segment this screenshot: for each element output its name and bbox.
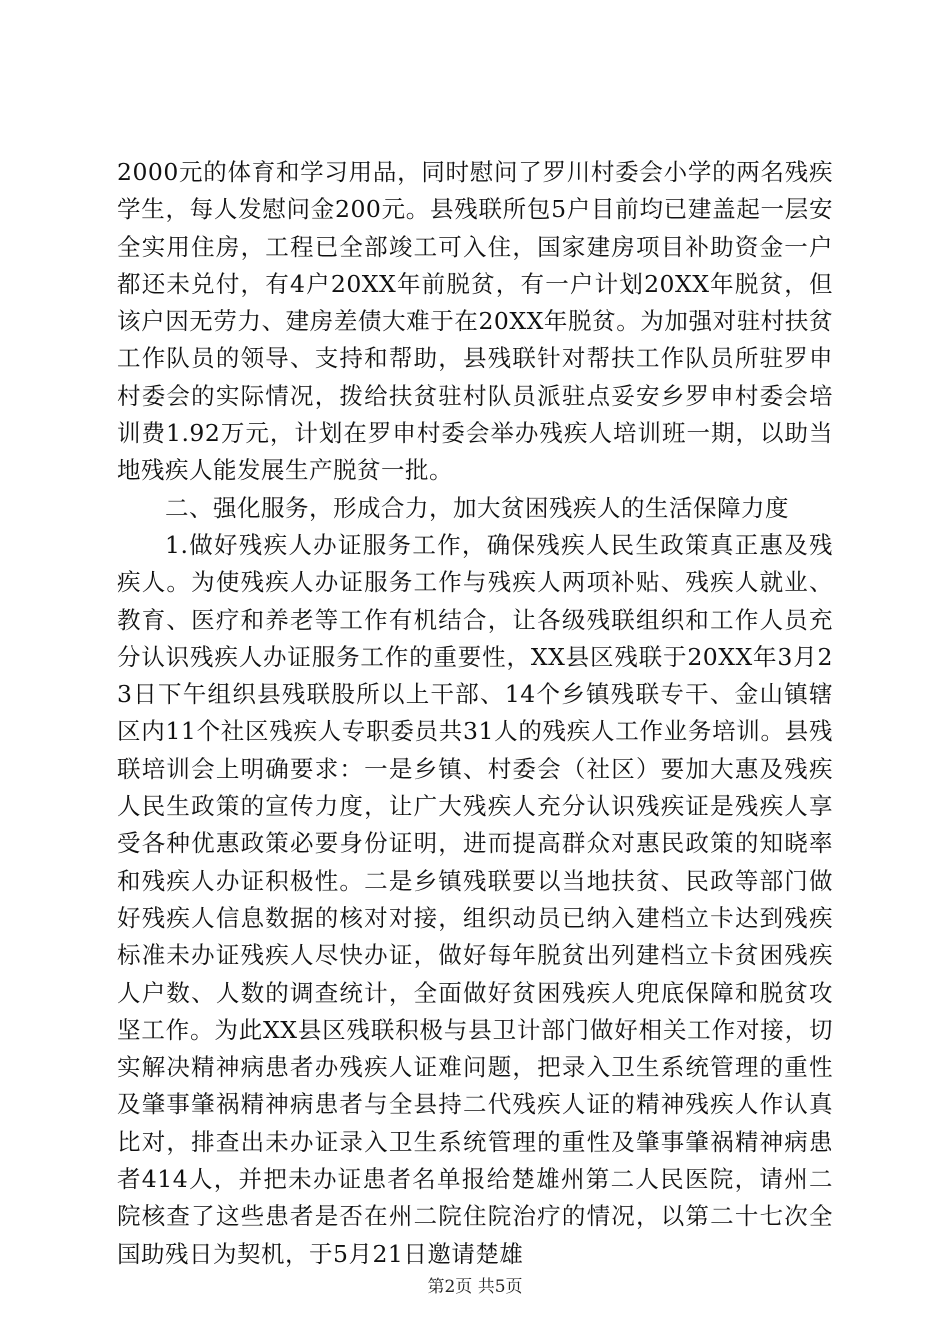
page-number-footer: 第2页 共5页 (427, 1277, 523, 1297)
paragraph-certificate-service: 1.做好残疾人办证服务工作，确保残疾人民生政策真正惠及残疾人。为使残疾人办证服务工作与残疾人两项补贴、残疾人就业、教育、医疗和养老等工作有机结合，让各级残联组织和工作人员充分认识残疾人办证服务工作的重要性，XX县区残联于20XX年3月23日下午组织县残联股所以上干部、14个乡镇残联专干、金山镇辖区内11个社区残疾人专职委员共31人的残疾人工作业务培训。县残联培训会上明确要求：一是乡镇、村委会（社区）要加大惠及残疾人民生政策的宣传力度，让广大残疾人充分认识残疾证是残疾人享受各种优惠政策必要身份证明，进而提高群众对惠民政策的知晓率和残疾人办证积极性。二是乡镇残联要以当地扶贫、民政等部门做好残疾人信息数据的核对对接，组织动员已纳入建档立卡达到残疾标准未办证残疾人尽快办证，做好每年脱贫出列建档立卡贫困残疾人户数、人数的调查统计，全面做好贫困残疾人兜底保障和脱贫攻坚工作。为此XX县区残联积极与县卫计部门做好相关工作对接，切实解决精神病患者办残疾人证难问题，把录入卫生系统管理的重性及肇事肇祸精神病患者与全县持二代残疾人证的精神残疾人作认真比对，排查出未办证录入卫生系统管理的重性及肇事肇祸精神病患者414人，并把未办证患者名单报给楚雄州第二人民医院，请州二院核查了这些患者是否在州二院住院治疗的情况，以第二十七次全国助残日为契机，于5月21日邀请楚雄 (117, 530, 833, 1268)
section-heading-two: 二、强化服务，形成合力，加大贫困残疾人的生活保障力度 (165, 493, 789, 522)
document-body (117, 154, 833, 1273)
paragraph-poverty-relief: 2000元的体育和学习用品，同时慰问了罗川村委会小学的两名残疾学生，每人发慰问金200元。县残联所包5户目前均已建盖起一层安全实用住房，工程已全部竣工可入住，国家建房项目补助资金一户都还未兑付，有4户20XX年前脱贫，有一户计划20XX年脱贫，但该户因无劳力、建房差债大难于在20XX年脱贫。为加强对驻村扶贫工作队员的领导、支持和帮助，县残联针对帮扶工作队员所驻罗申村委会的实际情况，拨给扶贫驻村队员派驻点妥安乡罗申村委会培训费1.92万元，计划在罗申村委会举办残疾人培训班一期，以助当地残疾人能发展生产脱贫一批。 (117, 158, 833, 485)
